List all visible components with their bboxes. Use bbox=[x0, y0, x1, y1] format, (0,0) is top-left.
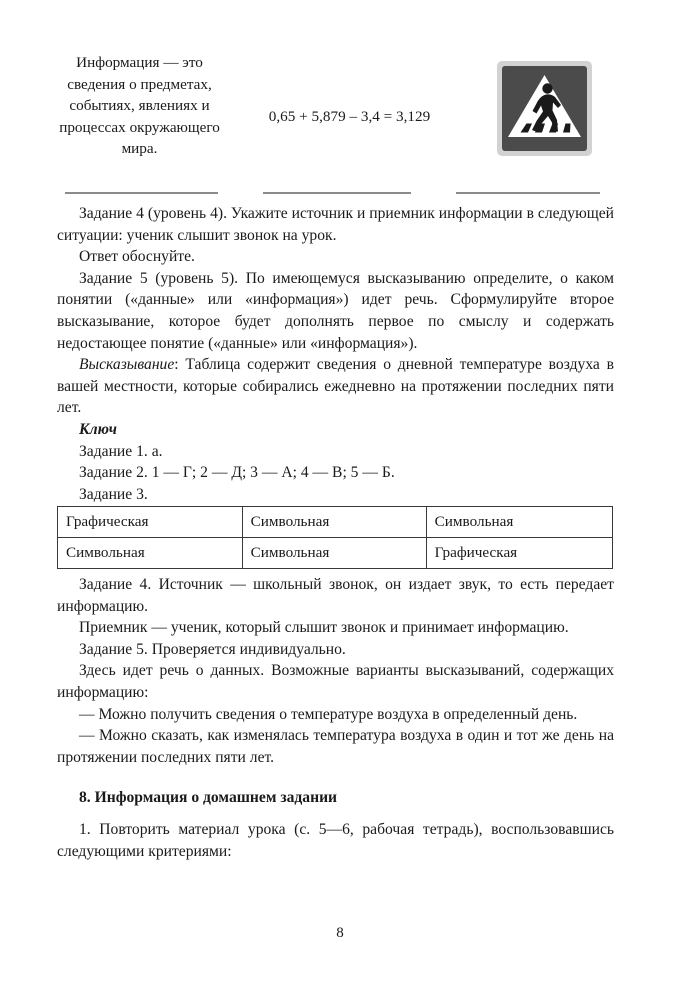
separator-rule-2 bbox=[263, 192, 411, 194]
pedestrian-crossing-icon bbox=[502, 66, 587, 151]
body-text-lower bbox=[57, 574, 614, 862]
math-expression-block: 0,65 + 5,879 – 3,4 = 3,129 bbox=[268, 108, 431, 125]
key-answer-table bbox=[57, 506, 613, 569]
separator-rule-1 bbox=[65, 192, 218, 194]
key-task-3: Задание 3. bbox=[79, 485, 148, 503]
task-4-answer: Задание 4. Источник — школьный звонок, он издает звук, то есть передает информацию. bbox=[57, 576, 614, 615]
table-cell: Графическая bbox=[426, 538, 612, 569]
bullet-item-1: — Можно получить сведения о температуре воздуха в определенный день. bbox=[79, 705, 578, 723]
task-5-note: Здесь идет речь о данных. Возможные варианты высказываний, содержащих информацию: bbox=[57, 662, 614, 701]
key-heading: Ключ bbox=[79, 420, 117, 438]
task-4-paragraph: Задание 4 (уровень 4). Укажите источник и приемник информации в следующей ситуации: ученик слышит звонок на урок. bbox=[57, 205, 614, 244]
column-separator-rules bbox=[0, 186, 680, 200]
information-definition-block: Информация — это сведения о предметах, событиях, явлениях и процессах окружающего мира. bbox=[59, 54, 220, 157]
task-4-answer-second: Приемник — ученик, который слышит звонок и принимает информацию. bbox=[79, 619, 569, 637]
key-task-1: Задание 1. а. bbox=[79, 442, 163, 460]
section-heading-8: 8. Информация о домашнем задании bbox=[79, 789, 338, 807]
statement-paragraph bbox=[57, 354, 614, 419]
task-4-note: Ответ обоснуйте. bbox=[79, 248, 195, 266]
table-cell: Графическая bbox=[58, 507, 243, 538]
table-row bbox=[58, 538, 613, 569]
bullet-item-2: — Можно сказать, как изменялась температура воздуха в один и тот же день на протяжении последних пяти лет. bbox=[57, 727, 614, 766]
table-row bbox=[58, 507, 613, 538]
separator-rule-3 bbox=[456, 192, 600, 194]
top-illustration-row bbox=[57, 52, 613, 172]
table-cell: Символьная bbox=[58, 538, 243, 569]
task-5-answer: Задание 5. Проверяется индивидуально. bbox=[79, 640, 346, 658]
statement-text: : Таблица содержит сведения о дневной температуре воздуха в вашей местности, которые собирались ежедневно на протяжении последних пяти лет. bbox=[57, 356, 614, 417]
body-text-upper bbox=[57, 203, 614, 505]
road-sign-block bbox=[475, 52, 613, 156]
table-cell: Символьная bbox=[242, 507, 426, 538]
table-cell: Символьная bbox=[426, 507, 612, 538]
task-5-paragraph: Задание 5 (уровень 5). По имеющемуся высказыванию определите, о каком понятии («данные» или «информация») идет речь. Сформулируйте второе высказывание, которое будет дополнять первое по смыслу и содержать недостающее понятие («данные» или «информация»). bbox=[57, 269, 614, 352]
pedestrian-crossing-sign bbox=[497, 61, 592, 156]
key-task-2: Задание 2. 1 — Г; 2 — Д; 3 — А; 4 — В; 5 — Б. bbox=[79, 464, 395, 482]
table-cell: Символьная bbox=[242, 538, 426, 569]
page-number: 8 bbox=[336, 925, 344, 941]
homework-item-1: 1. Повторить материал урока (с. 5—6, рабочая тетрадь), воспользовавшись следующими критериями: bbox=[57, 820, 614, 860]
statement-label: Высказывание bbox=[79, 356, 175, 374]
